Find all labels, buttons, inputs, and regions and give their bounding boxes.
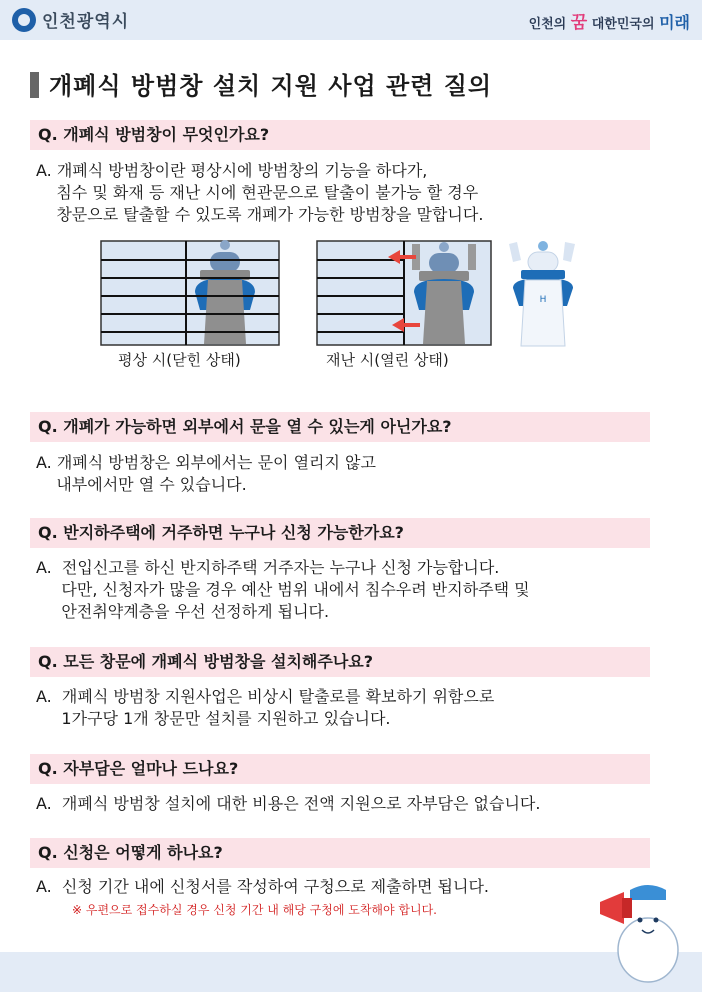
- question-6: Q. 신청은 어떻게 하나요?: [30, 838, 650, 868]
- megaphone-mascot-illustration: [596, 880, 696, 986]
- answer-3-line-3: 안전취약계층을 우선 선정하게 됩니다.: [36, 602, 330, 621]
- question-4: Q. 모든 창문에 개폐식 방범창을 설치해주나요?: [30, 647, 650, 677]
- incheon-emblem-icon: [12, 8, 36, 32]
- answer-2-line-1: A. 개폐식 방범창은 외부에서는 문이 열리지 않고: [36, 453, 376, 472]
- slogan-logo: [529, 8, 690, 33]
- answer-4-line-1: A. 개폐식 방범창 지원사업은 비상시 탈출로를 확보하기 위함으로: [36, 687, 495, 706]
- open-window-illustration: [316, 240, 492, 346]
- header-bar: [0, 0, 702, 40]
- answer-2-line-2: 내부에서만 열 수 있습니다.: [36, 475, 247, 494]
- slogan-mid: 대한민국의: [591, 17, 655, 32]
- question-3: Q. 반지하주택에 거주하면 누구나 신청 가능한가요?: [30, 518, 650, 548]
- megaphone-icon: [600, 892, 632, 924]
- closed-caption: 평상 시(닫힌 상태): [118, 351, 241, 369]
- page-title: 개폐식 방범창 설치 지원 사업 관련 질의: [30, 66, 492, 101]
- answer-1-line-1: A. 개폐식 방범창이란 평상시에 방범창의 기능을 하다가,: [36, 161, 428, 180]
- answer-1-line-2: 침수 및 화재 등 재난 시에 현관문으로 탈출이 불가능 할 경우: [36, 183, 479, 202]
- mail-notice: ※ 우편으로 접수하실 경우 신청 기간 내 해당 구청에 도착해야 합니다.: [72, 903, 437, 917]
- answer-6-line-1: A. 신청 기간 내에 신청서를 작성하여 구청으로 제출하면 됩니다.: [36, 877, 490, 896]
- open-caption: 재난 시(열린 상태): [326, 351, 449, 369]
- slogan-prefix: 인천의: [528, 17, 567, 32]
- mascot-badge: H: [539, 295, 547, 305]
- slogan-future: 미래: [659, 13, 690, 32]
- slogan-dream: 꿈: [570, 13, 588, 33]
- mascot-illustration: [505, 238, 581, 348]
- question-2: Q. 개폐가 가능하면 외부에서 문을 열 수 있는게 아닌가요?: [30, 412, 650, 442]
- answer-1-line-3: 창문으로 탈출할 수 있도록 개폐가 가능한 방범창을 말합니다.: [36, 205, 484, 224]
- question-1: Q. 개폐식 방범창이 무엇인가요?: [30, 120, 650, 150]
- incheon-logo: [12, 7, 129, 32]
- closed-window-illustration: [100, 240, 280, 346]
- question-5: Q. 자부담은 얼마나 드나요?: [30, 754, 650, 784]
- answer-4-line-2: 1가구당 1개 창문만 설치를 지원하고 있습니다.: [36, 709, 391, 728]
- answer-5-line-1: A. 개폐식 방범창 설치에 대한 비용은 전액 지원으로 자부담은 없습니다.: [36, 794, 541, 813]
- answer-3-line-2: 다만, 신청자가 많을 경우 예산 범위 내에서 침수우려 반지하주택 및: [36, 580, 530, 599]
- org-name: 인천광역시: [42, 12, 130, 32]
- answer-3-line-1: A. 전입신고를 하신 반지하주택 거주자는 누구나 신청 가능합니다.: [36, 558, 500, 577]
